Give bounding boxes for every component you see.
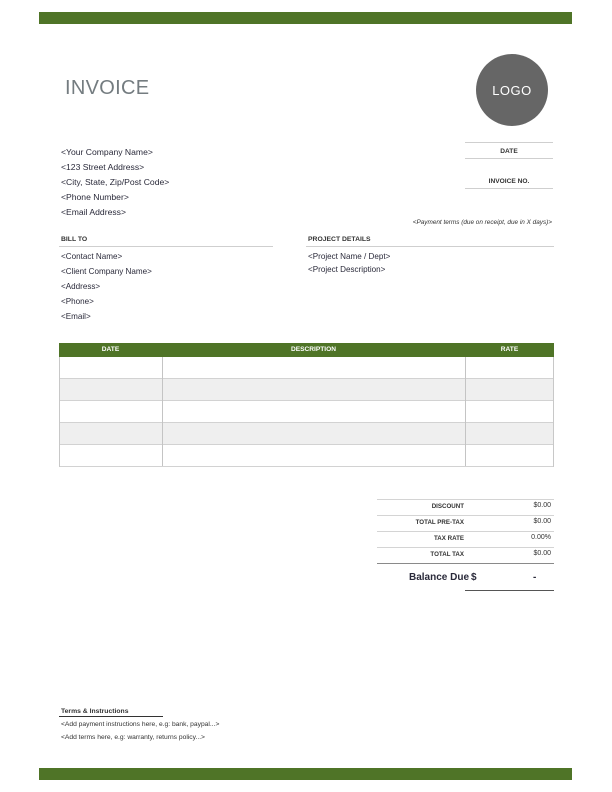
balance-currency: $ [471, 572, 477, 583]
bill-to-email: <Email> [61, 312, 91, 321]
logo-text: LOGO [492, 82, 532, 98]
table-row[interactable] [60, 357, 553, 379]
bill-to-heading: BILL TO [61, 236, 88, 243]
summary-rule [377, 547, 554, 548]
invoice-number-field[interactable] [465, 188, 553, 189]
line-items-table [59, 357, 554, 467]
company-city: <City, State, Zip/Post Code> [61, 177, 170, 187]
bill-to-phone: <Phone> [61, 297, 94, 306]
table-row[interactable] [60, 445, 553, 467]
company-name: <Your Company Name> [61, 147, 153, 157]
column-divider [162, 357, 163, 466]
terms-heading-rule [59, 716, 163, 717]
column-header-description: DESCRIPTION [290, 346, 337, 353]
invoice-number-label: INVOICE NO. [488, 178, 530, 185]
date-label: DATE [500, 148, 518, 155]
balance-due-label: Balance Due [409, 572, 470, 583]
logo-placeholder [476, 54, 548, 126]
invoice-title: INVOICE [65, 77, 150, 99]
summary-rule [377, 531, 554, 532]
project-details-heading: PROJECT DETAILS [308, 236, 371, 243]
project-details-rule [306, 246, 554, 247]
table-row[interactable] [60, 401, 553, 423]
terms-heading: Terms & Instructions [61, 708, 129, 715]
column-header-date: DATE [101, 346, 120, 353]
company-phone: <Phone Number> [61, 192, 129, 202]
balance-due-rule [465, 590, 554, 591]
column-divider [465, 357, 466, 466]
total-tax-value[interactable]: $0.00 [533, 550, 551, 557]
date-top-rule [465, 142, 553, 143]
summary-rule [377, 499, 554, 500]
tax-rate-value[interactable]: 0.00% [531, 534, 551, 541]
table-row[interactable] [60, 379, 553, 401]
pretax-value[interactable]: $0.00 [533, 518, 551, 525]
terms-text: <Add terms here, e.g: warranty, returns policy...> [61, 734, 205, 741]
project-description: <Project Description> [308, 265, 386, 274]
table-header [59, 343, 554, 357]
date-field[interactable] [465, 158, 553, 159]
company-email: <Email Address> [61, 207, 126, 217]
bottom-accent-bar [39, 768, 572, 780]
top-accent-bar [39, 12, 572, 24]
table-row[interactable] [60, 423, 553, 445]
tax-rate-label: TAX RATE [433, 535, 464, 542]
discount-label: DISCOUNT [431, 503, 464, 510]
company-address: <123 Street Address> [61, 162, 145, 172]
balance-due-value: - [533, 572, 537, 583]
column-header-rate: RATE [500, 346, 519, 353]
summary-rule [377, 563, 554, 564]
bill-to-address: <Address> [61, 282, 101, 291]
payment-instructions: <Add payment instructions here, e.g: bank, paypal...> [61, 721, 220, 728]
total-tax-label: TOTAL TAX [430, 551, 464, 558]
pretax-label: TOTAL PRE-TAX [415, 519, 464, 526]
bill-to-rule [59, 246, 273, 247]
summary-rule [377, 515, 554, 516]
discount-value[interactable]: $0.00 [533, 502, 551, 509]
bill-to-company: <Client Company Name> [61, 267, 152, 276]
payment-terms: <Payment terms (due on receipt, due in X days)> [412, 219, 552, 226]
bill-to-contact: <Contact Name> [61, 252, 123, 261]
project-name: <Project Name / Dept> [308, 252, 391, 261]
